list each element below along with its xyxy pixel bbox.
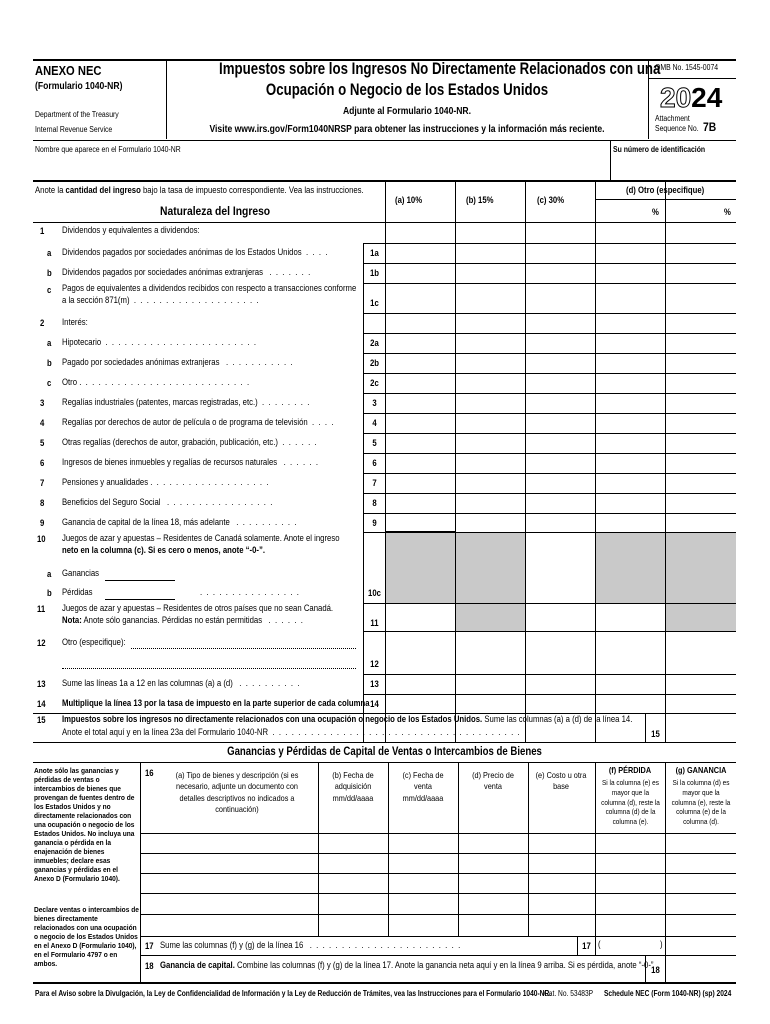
line-17-text: Sume las columnas (f) y (g) de la línea 16 . . . . . . . . . . . . . . . . . . . . . . . . xyxy=(160,940,461,950)
line-number: 1 xyxy=(40,226,45,236)
other-income-specify-field[interactable] xyxy=(131,636,356,648)
line-10-text-1: Juegos de azar y apuestas – Residentes de Canadá solamente. Anote el ingreso xyxy=(62,533,340,543)
line-number: a xyxy=(47,338,52,348)
col-16d-header: (d) Precio de venta xyxy=(472,770,514,792)
line-1a-text: Dividendos pagados por sociedades anónimas de los Estados Unidos . . . . xyxy=(62,247,328,257)
line-4-text: Regalías por derechos de autor de película o de programa de televisión . . . . xyxy=(62,417,334,427)
line-15-amount-field[interactable] xyxy=(666,714,736,742)
line-number: 9 xyxy=(40,518,45,528)
line-number: 11 xyxy=(37,604,46,614)
line-number: 15 xyxy=(37,715,46,725)
box-label: 10c xyxy=(368,588,381,598)
col-16f-title: (f) PÉRDIDA xyxy=(608,765,652,775)
title-line-2: Ocupación o Negocio de los Estados Unidos xyxy=(265,80,549,99)
property-description-field[interactable] xyxy=(141,854,318,873)
box-label: 8 xyxy=(372,498,377,508)
line-1c-text-1: Pagos de equivalentes a dividendos recibidos con respecto a transacciones conforme xyxy=(62,283,357,293)
line-1c-text-2: a la sección 871(m) . . . . . . . . . . . . . . . . . . . . xyxy=(62,295,259,305)
line-17-loss-field[interactable] xyxy=(603,937,659,954)
col-a-header: (a) 10% xyxy=(395,195,423,205)
line-number: 12 xyxy=(37,638,46,648)
id-field[interactable] xyxy=(612,156,734,178)
attachment-label: Attachment xyxy=(655,114,690,123)
property-description-field[interactable] xyxy=(141,915,318,936)
box-label: 13 xyxy=(370,679,379,689)
line-number: b xyxy=(47,268,52,278)
box-label: 6 xyxy=(372,458,377,468)
attach-note: Adjunte al Formulario 1040-NR. xyxy=(342,106,472,117)
box-label: 1a xyxy=(370,248,379,258)
col-16b-header: (b) Fecha de adquisición mm/dd/aaaa xyxy=(332,770,374,803)
line-7-text: Pensiones y anualidades . . . . . . . . . . . . . . . . . . . xyxy=(62,477,269,487)
omb-number: OMB No. 1545-0074 xyxy=(655,63,719,72)
part2-heading: Ganancias y Pérdidas de Capital de Ventas o Intercambios de Bienes xyxy=(227,744,542,758)
box-label: 18 xyxy=(651,965,660,975)
line-number: 14 xyxy=(37,699,46,709)
line-number: a xyxy=(47,569,52,579)
line-11-text-2: Nota: Anote sólo ganancias. Pérdidas no están permitidas . . . . . . xyxy=(62,615,303,625)
form-sub: (Formulario 1040-NR) xyxy=(35,81,123,92)
line-9-text: Ganancia de capital de la línea 18, más adelante . . . . . . . . . . xyxy=(62,517,297,527)
line-3-text: Regalías industriales (patentes, marcas registradas, etc.) . . . . . . . . xyxy=(62,397,310,407)
line-number: b xyxy=(47,358,52,368)
line-number: 6 xyxy=(40,458,45,468)
other-income-specify-field-2[interactable] xyxy=(62,656,356,668)
sequence-number: 7B xyxy=(703,120,717,134)
footer-schedule: Schedule NEC (Form 1040-NR) (sp) 2024 xyxy=(604,989,732,998)
part1-heading: Naturaleza del Ingreso xyxy=(160,204,271,218)
col-16g-desc: Si la columna (d) es mayor que la columna (e), reste la columna (e) de la columna (d). xyxy=(671,778,731,826)
line-number: 13 xyxy=(37,679,46,689)
id-label: Su número de identificación xyxy=(613,145,706,154)
visit-note: Visite www.irs.gov/Form1040NRSP para obtener las instrucciones y la información más reciente. xyxy=(209,124,605,135)
box-label: 14 xyxy=(370,699,379,709)
line-number: c xyxy=(47,378,52,388)
name-label: Nombre que aparece en el Formulario 1040-NR xyxy=(35,145,181,154)
irs-label: Internal Revenue Service xyxy=(35,125,113,134)
col-16a-header: (a) Tipo de bienes y descripción (si es necesario, adjunte un documento con detalles descriptivos no indicados a continuación) xyxy=(175,770,299,815)
line-18-number: 18 xyxy=(145,961,154,971)
sequence-label: Sequence No. xyxy=(655,124,699,133)
part2-side-note-1: Anote sólo las ganancias y pérdidas de ventas o intercambios de bienes que provengan de fuentes dentro de los Estados Unidos y no directamente relacionados con una ocupación o negocio de los Estados Unidos. No incluya una ganancia o pérdida en la enajenación de bienes inmuebles; declare esas ganancias y pérdidas en el Anexo D (Formulario 1040). xyxy=(34,766,135,883)
line-14-text: Multiplique la línea 13 por la tasa de impuesto en la parte superior de cada columna xyxy=(62,698,370,708)
box-label: 1b xyxy=(369,268,380,278)
name-field[interactable] xyxy=(35,156,605,178)
col-c-header: (c) 30% xyxy=(537,195,565,205)
title-line-1: Impuestos sobre los Ingresos No Directamente Relacionados con una xyxy=(219,59,661,78)
tax-year: 2024 xyxy=(660,82,723,113)
col-16f-desc: Si la columna (e) es mayor que la columna (d), reste la columna (d) de la columna (e). xyxy=(601,778,660,826)
col-d-pct-1: % xyxy=(652,207,659,217)
line-16-number: 16 xyxy=(145,768,154,778)
line-2c-text: Otro . . . . . . . . . . . . . . . . . . . . . . . . . . . xyxy=(62,377,250,387)
line-12-text: Otro (especifique): xyxy=(62,637,126,647)
line-number: b xyxy=(47,588,52,598)
footer-cat-number: Cat. No. 53483P xyxy=(544,989,594,998)
line-13-text: Sume las líneas 1a a 12 en las columnas (a) a (d) . . . . . . . . . . xyxy=(62,678,300,688)
gambling-winnings-field[interactable] xyxy=(105,567,175,580)
line-number: 5 xyxy=(40,438,45,448)
line-number: 10 xyxy=(37,534,46,544)
box-label: 15 xyxy=(651,729,660,739)
box-label: 11 xyxy=(370,618,379,628)
line-number: a xyxy=(47,248,52,258)
form-name: ANEXO NEC xyxy=(35,63,102,78)
line-2-text: Interés: xyxy=(62,317,88,327)
col-16g-title: (g) GANANCIA xyxy=(675,765,727,775)
line-15-text-1: Impuestos sobre los ingresos no directamente relacionados con una ocupación o negocio de los Estados Unidos. Sume las columnas (a) a (d) de la línea 14. xyxy=(62,714,633,724)
box-label: 1c xyxy=(370,298,379,308)
line-2a-text: Hipotecario . . . . . . . . . . . . . . . . . . . . . . . . xyxy=(62,337,256,347)
col-b-header: (b) 15% xyxy=(466,195,494,205)
footer-notice: Para el Aviso sobre la Divulgación, la Ley de Confidencialidad de Información y la Ley de Reducción de Trámites, vea las Instrucciones para el Formulario 1040-NR. xyxy=(35,989,552,998)
line-17-number: 17 xyxy=(145,941,154,951)
property-description-field[interactable] xyxy=(141,894,318,914)
line-number: c xyxy=(47,285,52,295)
property-description-field[interactable] xyxy=(141,874,318,893)
line-5-text: Otras regalías (derechos de autor, grabación, publicación, etc.) . . . . . . xyxy=(62,437,317,447)
dept-treasury: Department of the Treasury xyxy=(35,110,119,119)
line-number: 4 xyxy=(40,418,45,428)
line-10b-text: Pérdidas xyxy=(62,587,93,597)
box-label: 2b xyxy=(369,358,380,368)
line-15-text-2: Anote el total aquí y en la línea 23a del Formulario 1040-NR . . . . . . . . . . . . . . . . . . . . . . . . . . . . . . . . . . . . . . . xyxy=(62,727,520,737)
line-10-text-2: neto en la columna (c). Si es cero o menos, anote “-0-”. xyxy=(62,545,266,555)
line-18-amount-field[interactable] xyxy=(666,956,736,982)
line-1-text: Dividendos y equivalentes a dividendos: xyxy=(62,225,200,235)
box-label: 9 xyxy=(372,518,377,528)
line-10b-dots: . . . . . . . . . . . . . . . . xyxy=(200,587,299,597)
line-10a-text: Ganancias xyxy=(62,568,100,578)
box-label: 4 xyxy=(372,418,377,428)
box-label: 12 xyxy=(370,659,379,669)
box-label: 5 xyxy=(372,438,377,448)
line-1b-text: Dividendos pagados por sociedades anónimas extranjeras . . . . . . . xyxy=(62,267,311,277)
line-17-paren-open: ( xyxy=(598,939,601,949)
box-label: 2c xyxy=(370,378,379,388)
col-d-pct-2: % xyxy=(724,207,731,217)
line-6-text: Ingresos de bienes inmuebles y regalías de recursos naturales . . . . . . xyxy=(62,457,318,467)
box-label: 7 xyxy=(372,478,377,488)
box-label: 17 xyxy=(582,941,591,951)
col-16c-header: (c) Fecha de venta mm/dd/aaaa xyxy=(402,770,444,803)
gambling-losses-field[interactable] xyxy=(105,586,175,599)
property-description-field[interactable] xyxy=(141,834,318,853)
line-number: 3 xyxy=(40,398,45,408)
line-17-paren-close: ) xyxy=(660,939,663,949)
line-number: 7 xyxy=(40,478,45,488)
line-2b-text: Pagado por sociedades anónimas extranjeras . . . . . . . . . . . xyxy=(62,357,293,367)
line-11-text-1: Juegos de azar y apuestas – Residentes de otros países que no sean Canadá. xyxy=(62,603,334,613)
part2-side-note-2: Declare ventas o intercambios de bienes directamente relacionados con una ocupación o negocio de los Estados Unidos en el Anexo D (Formulario 1040), en el Formulario 4797 o en ambos. xyxy=(34,905,139,968)
line-number: 8 xyxy=(40,498,45,508)
box-label: 3 xyxy=(372,398,377,408)
box-label: 2a xyxy=(370,338,379,348)
line-number: 2 xyxy=(40,318,45,328)
col-16e-header: (e) Costo u otra base xyxy=(535,770,587,792)
col-d-header: (d) Otro (especifique) xyxy=(626,185,705,195)
line-8-text: Beneficios del Seguro Social . . . . . . . . . . . . . . . . . xyxy=(62,497,273,507)
part1-instruction: Anote la cantidad del ingreso bajo la tasa de impuesto correspondiente. Vea las instrucciones. xyxy=(35,185,364,195)
line-18-text: Ganancia de capital. Combine las columnas (f) y (g) de la línea 17. Anote la ganancia neta aquí y en la línea 9 arriba. Si es pérdida, anote “-0-” xyxy=(160,960,654,970)
line-17-gain-field[interactable] xyxy=(667,937,735,954)
